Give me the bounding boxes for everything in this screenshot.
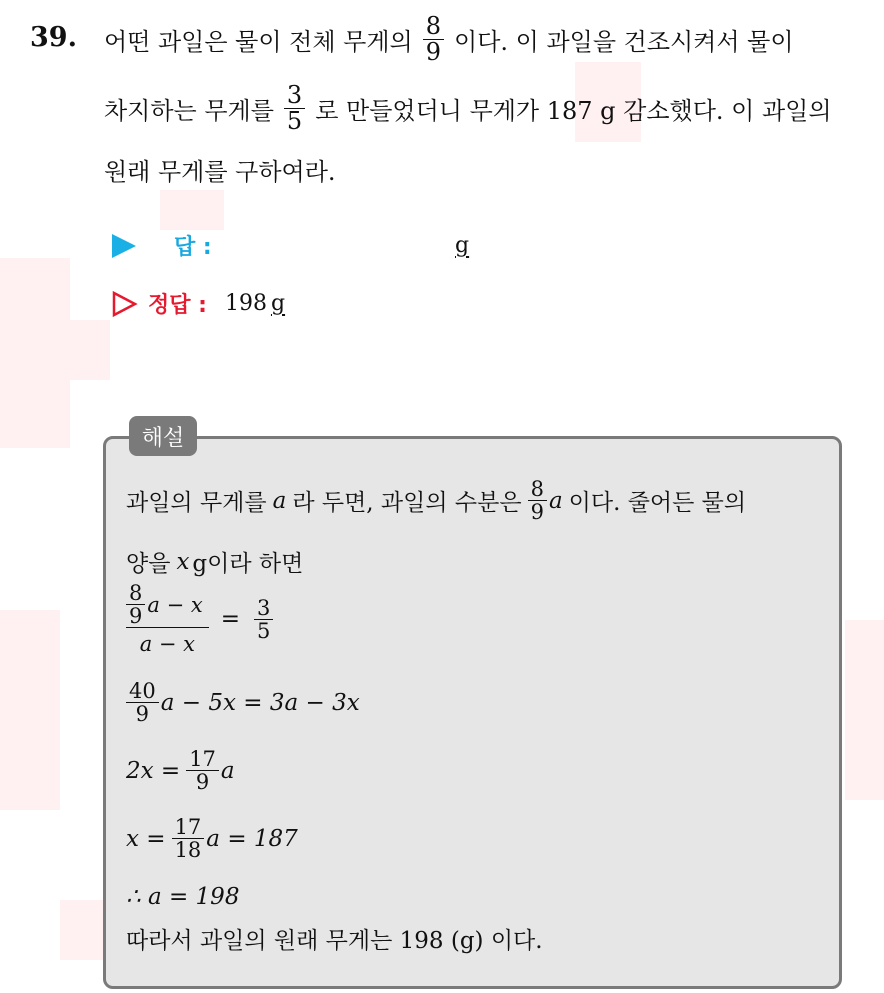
question-line-3	[104, 152, 336, 187]
fraction-denominator: 5	[286, 107, 303, 136]
equation-3	[126, 748, 235, 793]
fraction	[254, 597, 273, 642]
answer-label: 답 :	[174, 235, 212, 260]
answer-row	[112, 230, 212, 261]
fraction-numerator: 40	[126, 680, 159, 703]
fraction-denominator: 5	[256, 618, 271, 643]
fraction	[186, 748, 219, 793]
equation-4	[126, 816, 298, 861]
fraction-denominator: 9	[129, 604, 143, 629]
question-number: 39.	[30, 22, 77, 53]
explanation-text: 양을	[126, 551, 171, 577]
explanation-text: 이다. 줄어든 물의	[568, 490, 747, 517]
fraction	[528, 478, 547, 523]
variable: x	[176, 548, 190, 575]
equation-text: ∴ a = 198	[126, 884, 240, 910]
fraction-denominator: a − x	[139, 632, 195, 657]
equals-sign: =	[220, 606, 240, 633]
fraction-denominator: 9	[530, 500, 544, 525]
equation-1	[126, 582, 279, 656]
question-text: 어떤 과일은 물이 전체 무게의	[104, 28, 413, 57]
equation-2	[126, 680, 360, 725]
fraction-numerator: 8	[126, 582, 145, 605]
fraction-numerator: 3	[284, 83, 305, 109]
fraction	[172, 816, 205, 861]
fraction-numerator: 17	[172, 816, 205, 839]
fraction-numerator: 8	[528, 478, 547, 501]
question-line-2	[104, 83, 832, 134]
numerator-expression: a − x	[147, 592, 203, 617]
fraction-denominator: 18	[174, 838, 202, 863]
explanation-text: g이라 하면	[192, 551, 304, 577]
variable: a	[272, 487, 287, 514]
fraction-numerator: 8	[423, 14, 444, 40]
explanation-line-2	[126, 545, 303, 578]
question-line-1	[104, 14, 794, 65]
fraction	[284, 83, 305, 134]
fraction	[126, 680, 159, 725]
question-text: 원래 무게를 구하여라.	[104, 158, 336, 186]
fraction-numerator: 3	[254, 597, 273, 620]
fraction-numerator: 17	[186, 748, 219, 771]
correct-answer-label: 정답 :	[148, 293, 207, 318]
variable: a	[548, 487, 563, 514]
equation-text: a = 187	[206, 825, 298, 852]
explanation-conclusion	[126, 922, 543, 955]
explanation-badge: 해설	[129, 416, 197, 456]
fraction-denominator: 9	[195, 770, 210, 795]
question-text: 로 만들었더니 무게가 187 g 감소했다. 이 과일의	[315, 97, 832, 126]
question-text: 차지하는 무게를	[104, 97, 274, 126]
equation-text: a − 5x = 3a − 3x	[160, 689, 360, 716]
explanation-text: 따라서 과일의 원래 무게는 198 (g) 이다.	[126, 928, 543, 954]
equation-5	[126, 884, 239, 910]
answer-blank[interactable]	[455, 233, 469, 258]
complex-fraction	[126, 582, 209, 656]
fraction-numerator	[126, 582, 209, 628]
explanation-text: 과일의 무게를	[126, 490, 267, 517]
variable: a	[220, 757, 235, 784]
fraction-denominator: 9	[135, 702, 150, 727]
play-outline-icon	[110, 290, 138, 318]
fraction-denominator: 9	[425, 38, 442, 67]
play-icon	[112, 234, 136, 258]
explanation-text: 라 두면, 과일의 수분은	[292, 490, 522, 517]
fraction	[423, 14, 444, 65]
question-text: 이다. 이 과일을 건조시켜서 물이	[454, 28, 794, 57]
correct-answer-unit: g	[270, 291, 286, 316]
fraction	[126, 582, 145, 627]
answer-unit: g	[455, 233, 470, 258]
equation-text: 2x =	[126, 757, 181, 784]
correct-answer-value: 198	[224, 291, 267, 316]
correct-answer-row	[110, 288, 285, 319]
explanation-line-1	[126, 478, 746, 523]
equation-text: x =	[126, 825, 166, 852]
